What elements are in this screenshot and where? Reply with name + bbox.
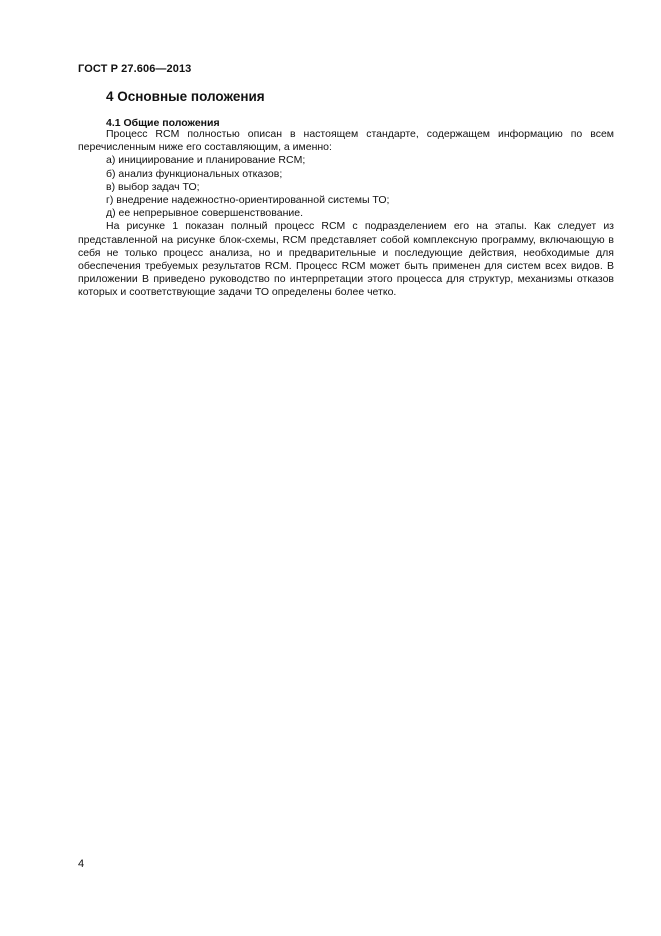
figure-description-paragraph: На рисунке 1 показан полный процесс RCM с подразделением его на этапы. Как следует из представленной на рисунке блок-схемы, RCM представляет собой комплексную программу, включающую в себя не только процесс анализа, но и предварительные и последующие действия, необходимые для обеспечения требуемых результатов RCM. Процесс RCM может быть применен для систем всех видов. В приложении В приведено руководство по интерпретации этого процесса для структур, механизмы отказов которых и соответствующие задачи ТО определены более четко.: [78, 220, 614, 299]
intro-paragraph: Процесс RCM полностью описан в настоящем стандарте, содержащем информацию по всем перечисленным ниже его составляющим, а именно:: [78, 128, 614, 154]
subsection-heading: 4.1 Общие положения: [106, 117, 220, 129]
page-number: 4: [78, 858, 85, 870]
body-text: [78, 128, 614, 300]
list-item: б) анализ функциональных отказов;: [106, 167, 283, 180]
list-item: д) ее непрерывное совершенствование.: [106, 207, 303, 220]
document-header: ГОСТ Р 27.606—2013: [78, 63, 192, 75]
list-item: в) выбор задач ТО;: [106, 180, 200, 193]
list-item: г) внедрение надежностно-ориентированной системы ТО;: [106, 194, 390, 207]
list-item: а) инициирование и планирование RCM;: [106, 154, 306, 167]
section-heading: 4 Основные положения: [106, 89, 265, 104]
